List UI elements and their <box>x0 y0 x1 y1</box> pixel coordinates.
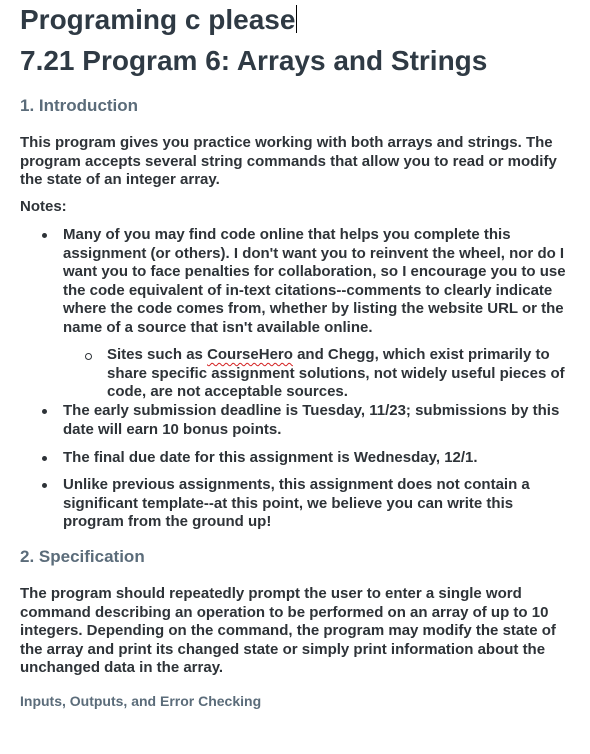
text-caret <box>296 5 297 33</box>
assignment-title: 7.21 Program 6: Arrays and Strings <box>20 45 488 76</box>
bullet-marker <box>42 233 47 238</box>
specification-paragraph: The program should repeatedly prompt the user to enter a single word command describing an operation to be performed on an array of up to 10 integers. Depending on the command, the program may modify the state of the array and print its changed state or simply print information about the unchanged data in the array. <box>20 585 556 676</box>
notes-label: Notes: <box>20 198 67 215</box>
note-bullet-3: The final due date for this assignment is Wednesday, 12/1. <box>63 449 478 466</box>
introduction-paragraph: This program gives you practice working with both arrays and strings. The program accepts several string commands that allow you to read or modify the state of an integer array. <box>20 134 557 188</box>
bullet-marker <box>42 456 47 461</box>
note-bullet-4: Unlike previous assignments, this assignment does not contain a significant template--at this point, we believe you can write this program from the ground up! <box>63 476 530 530</box>
sub-bullet-marker <box>85 353 92 360</box>
bullet-marker <box>42 483 47 488</box>
io-heading: Inputs, Outputs, and Error Checking <box>20 693 262 709</box>
bullet-marker <box>42 409 47 414</box>
note-bullet-2: The early submission deadline is Tuesday, 11/23; submissions by this date will earn 10 bonus points. <box>63 402 560 438</box>
misspelled-word[interactable]: CourseHero <box>207 346 293 363</box>
introduction-heading: 1. Introduction <box>20 96 139 115</box>
specification-heading: 2. Specification <box>20 547 145 566</box>
question-title[interactable]: Programing c please <box>20 4 296 35</box>
note-sub-bullet: Sites such as CourseHero and Chegg, which exist primarily to share specific assignment solutions, not widely useful pieces of code, are not acceptable sources. <box>107 346 565 400</box>
note-bullet-1: Many of you may find code online that helps you complete this assignment (or others). I don't want you to reinvent the wheel, nor do I want you to face penalties for collaboration, so I encourage you to use the code equivalent of in-text citations--comments to clearly indicate where the code comes from, whether by listing the website URL or the name of a source that isn't available online. <box>63 226 566 336</box>
